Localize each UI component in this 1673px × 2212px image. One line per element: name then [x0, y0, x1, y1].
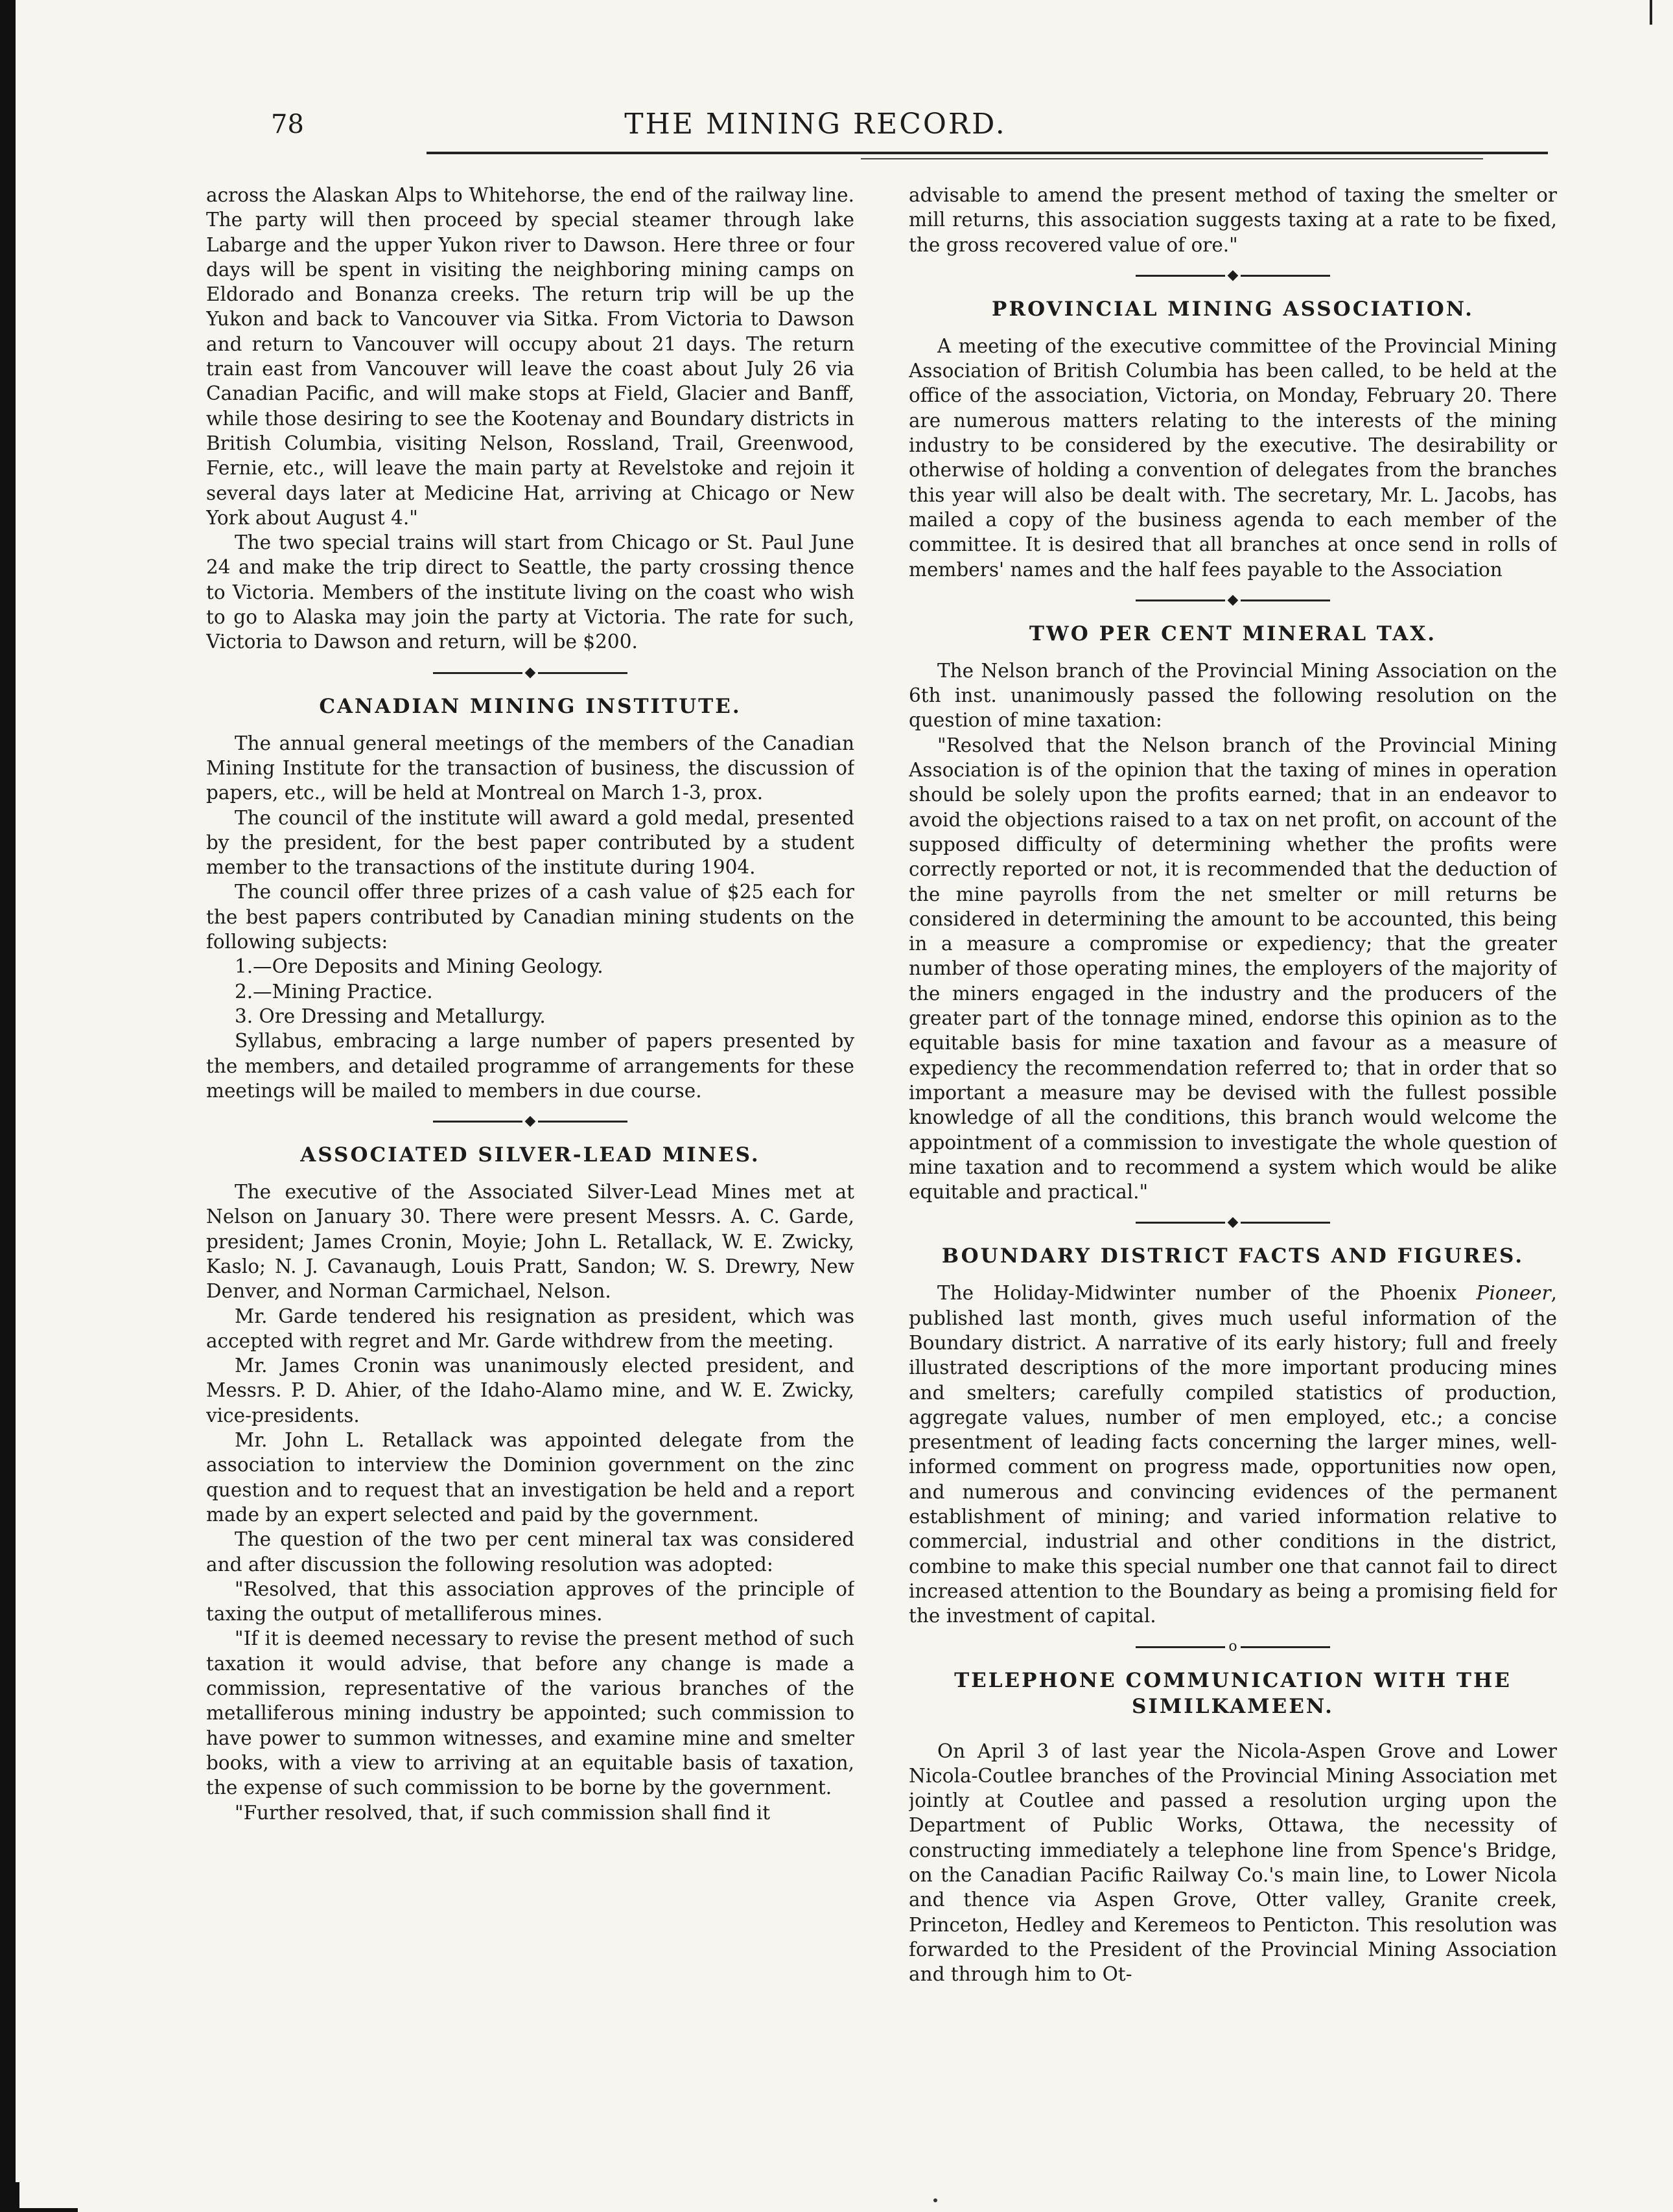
paragraph — [909, 1281, 1557, 1628]
header-rule — [427, 152, 1548, 154]
paragraph: "Resolved that the Nelson branch of the Provincial Mining Association is of the opinion that the taxing of mines in operation should be solely upon the profits earned; that in an endeavor to avoid the objections raised to a tax on net profit, on account of the supposed difficulty of determining whether the profits were correctly reported or not, it is recommended that the deduction of the mine payrolls from the net smelter or mill returns be considered in determining the amount to be accounted, this being in a measure a compromise or expediency; that the greater number of those operating mines, the employers of the majority of the miners engaged in the industry and the producers of the greater part of the tonnage mined, endorse this opinion as to the equitable basis for mine taxation and favour as a measure of expediency the recommendation referred to; that in order that so important a measure may be devised with the fullest possible knowledge of all the conditions, this branch would welcome the appointment of a commission to investigate the whole question of mine taxation and to recommend a system which would be alike equitable and practical." — [909, 734, 1557, 1204]
scan-mark-top-right — [1650, 0, 1652, 25]
paragraph: A meeting of the executive committee of the Provincial Mining Association of British Columbia has been called, to be held at the office of the association, Victoria, on Monday, February 20. There are numerous matters relating to the interests of the mining industry to be considered by the executive. The desirability or otherwise of holding a convention of delegates from the branches this year will also be dealt with. The secretary, Mr. L. Jacobs, has mailed a copy of the business agenda to each member of the committee. It is desired that all branches at once send in rolls of members' names and the half fees payable to the Association — [909, 334, 1557, 581]
section-divider — [1136, 592, 1330, 608]
article-continuation: across the Alaskan Alps to Whitehorse, the end of the railway line. The party will then proceed by special steamer through lake Labarge and the upper Yukon river to Dawson. Here three or four days will be spent in visiting the neighboring mining camps on Eldorado and Bonanza creeks. The return trip will be up the Yukon and back to Vancouver via Sitka. From Victoria to Dawson and return to Vancouver will occupy about 21 days. The return train east from Vancouver will leave the coast about July 26 via Canadian Pacific, and will make stops at Field, Glacier and Banff, while those desiring to see the Kootenay and Boundary districts in British Columbia, visiting Nelson, Rossland, Trail, Greenwood, Fernie, etc., will leave the main party at Revelstoke and rejoin it several days later at Medicine Hat, arriving at Chicago or New York about August 4." — [206, 184, 854, 529]
section-heading-boundary-district: BOUNDARY DISTRICT FACTS AND FIGURES. — [941, 1244, 1525, 1268]
paragraph: "If it is deemed necessary to revise the present method of such taxation it would advise, that before any change is made a commission, representative of the various branches of the metalliferous mining industry be appointed; such commission to have power to summon witnesses, and examine mine and smelter books, with a view to arriving at an equitable basis of taxation, the expense of such commission to be borne by the government. — [206, 1627, 854, 1799]
paragraph: The council offer three prizes of a cash value of $25 each for the best papers contributed by Canadian mining students on the following subjects: — [206, 881, 854, 953]
section-heading-telephone-communication: TELEPHONE COMMUNICATION WITH THE SIMILKAMEEN. — [954, 1668, 1512, 1718]
paragraph: The executive of the Associated Silver-Lead Mines met at Nelson on January 30. There were present Messrs. A. C. Garde, president; James Cronin, Moyie; John L. Retallack, W. E. Zwicky, Kaslo; N. J. Cavanaugh, Louis Pratt, Sandon; W. S. Drewry, New Denver, and Norman Carmichael, Nelson. — [206, 1181, 854, 1303]
section-divider — [1136, 1639, 1330, 1655]
paragraph: The council of the institute will award a gold medal, presented by the president, for the best paper contributed by a student member to the transactions of the institute during 1904. — [206, 806, 854, 879]
paragraph: Syllabus, embracing a large number of papers presented by the members, and detailed programme of arrangements for these meetings will be mailed to members in due course. — [206, 1030, 854, 1102]
section-divider — [433, 1113, 627, 1129]
diamond-ornament-icon: ◆ — [522, 1113, 538, 1129]
diamond-ornament-icon: ◆ — [1225, 1215, 1241, 1230]
list-item: 1.—Ore Deposits and Mining Geology. — [235, 955, 603, 978]
section-heading-canadian-mining-institute: CANADIAN MINING INSTITUTE. — [319, 694, 742, 718]
page-header — [83, 105, 1548, 150]
paragraph: Mr. James Cronin was unanimously elected president, and Messrs. P. D. Ahier, of the Idaho-Alamo mine, and W. E. Zwicky, vice-presidents. — [206, 1355, 854, 1426]
right-column — [909, 183, 1557, 2160]
diamond-ornament-icon: ◆ — [1225, 268, 1241, 283]
paragraph: On April 3 of last year the Nicola-Aspen Grove and Lower Nicola-Coutlee branches of the Provincial Mining Association met jointly at Coutlee and passed a resolution urging upon the Department of Public Works, Ottawa, the necessity of constructing immediately a telephone line from Spence's Bridge, on the Canadian Pacific Railway Co.'s main line, to Lower Nicola and thence via Aspen Grove, Otter valley, Granite creek, Princeton, Hedley and Keremeos to Penticton. This resolution was forwarded to the President of the Provincial Mining Association and through him to Ot- — [909, 1740, 1557, 1986]
paragraph: The question of the two per cent mineral tax was considered and after discussion the following resolution was adopted: — [206, 1528, 854, 1576]
paragraph: "Resolved, that this association approves of the principle of taxing the output of metalliferous mines. — [206, 1578, 854, 1625]
paragraph: Mr. Garde tendered his resignation as president, which was accepted with regret and Mr. Garde withdrew from the meeting. — [206, 1305, 854, 1352]
running-head-title: THE MINING RECORD. — [624, 108, 1007, 141]
paragraph: The annual general meetings of the members of the Canadian Mining Institute for the transaction of business, the discussion of papers, etc., will be held at Montreal on March 1-3, prox. — [206, 732, 854, 804]
list-item: 2.—Mining Practice. — [235, 980, 433, 1003]
scan-border-bottom — [16, 2182, 78, 2212]
text-run: The Holiday-Midwinter number of the Phoenix — [937, 1282, 1477, 1305]
scan-border-left — [0, 0, 16, 2212]
left-column — [206, 183, 854, 2160]
paragraph: "Further resolved, that, if such commission shall find it — [235, 1801, 771, 1824]
diamond-ornament-icon: ◆ — [1225, 592, 1241, 608]
section-divider — [1136, 268, 1330, 283]
section-divider — [433, 665, 627, 681]
paragraph: The Nelson branch of the Provincial Mining Association on the 6th inst. unanimously passed the following resolution on the question of mine taxation: — [909, 659, 1557, 732]
section-heading-provincial-mining-association: PROVINCIAL MINING ASSOCIATION. — [992, 297, 1474, 321]
publication-name: Pioneer — [1476, 1282, 1551, 1305]
article-continuation: advisable to amend the present method of taxing the smelter or mill returns, this association suggests taxing at a rate to be fixed, the gross recovered value of ore." — [909, 184, 1557, 256]
header-rule-secondary — [861, 158, 1483, 159]
page-number: 78 — [271, 110, 304, 139]
circle-ornament-icon: o — [1225, 1639, 1241, 1655]
section-heading-two-per-cent-mineral-tax: TWO PER CENT MINERAL TAX. — [1029, 622, 1437, 646]
list-item: 3. Ore Dressing and Metallurgy. — [235, 1005, 546, 1027]
section-divider — [1136, 1215, 1330, 1230]
paragraph: Mr. John L. Retallack was appointed delegate from the association to interview the Dominion government on the zinc question and to request that an investigation be held and a report made by an expert selected and paid by the government. — [206, 1429, 854, 1526]
diamond-ornament-icon: ◆ — [522, 665, 538, 681]
scan-speck — [933, 2198, 937, 2202]
text-run: , published last month, gives much useful information of the Boundary district. A narrative of its early history; full and freely illustrated descriptions of the more important producing mines and smelters; carefully compiled statistics of production, aggregate values, number of men employed, etc.; a concise presentment of leading facts concerning the larger mines, well-informed comment on progress made, opportunities now open, and numerous and convincing evidences of the permanent establishment of mining; and varied information relative to commercial, industrial and other conditions in the district, combine to make this special number one that cannot fail to direct increased attention to the Boundary as being a promising field for the investment of capital. — [909, 1282, 1557, 1627]
section-heading-associated-silver-lead-mines: ASSOCIATED SILVER-LEAD MINES. — [300, 1143, 760, 1167]
paragraph: The two special trains will start from Chicago or St. Paul June 24 and make the trip direct to Seattle, the party crossing thence to Victoria. Members of the institute living on the coast who wish to go to Alaska may join the party at Victoria. The rate for such, Victoria to Dawson and return, will be $200. — [206, 531, 854, 653]
